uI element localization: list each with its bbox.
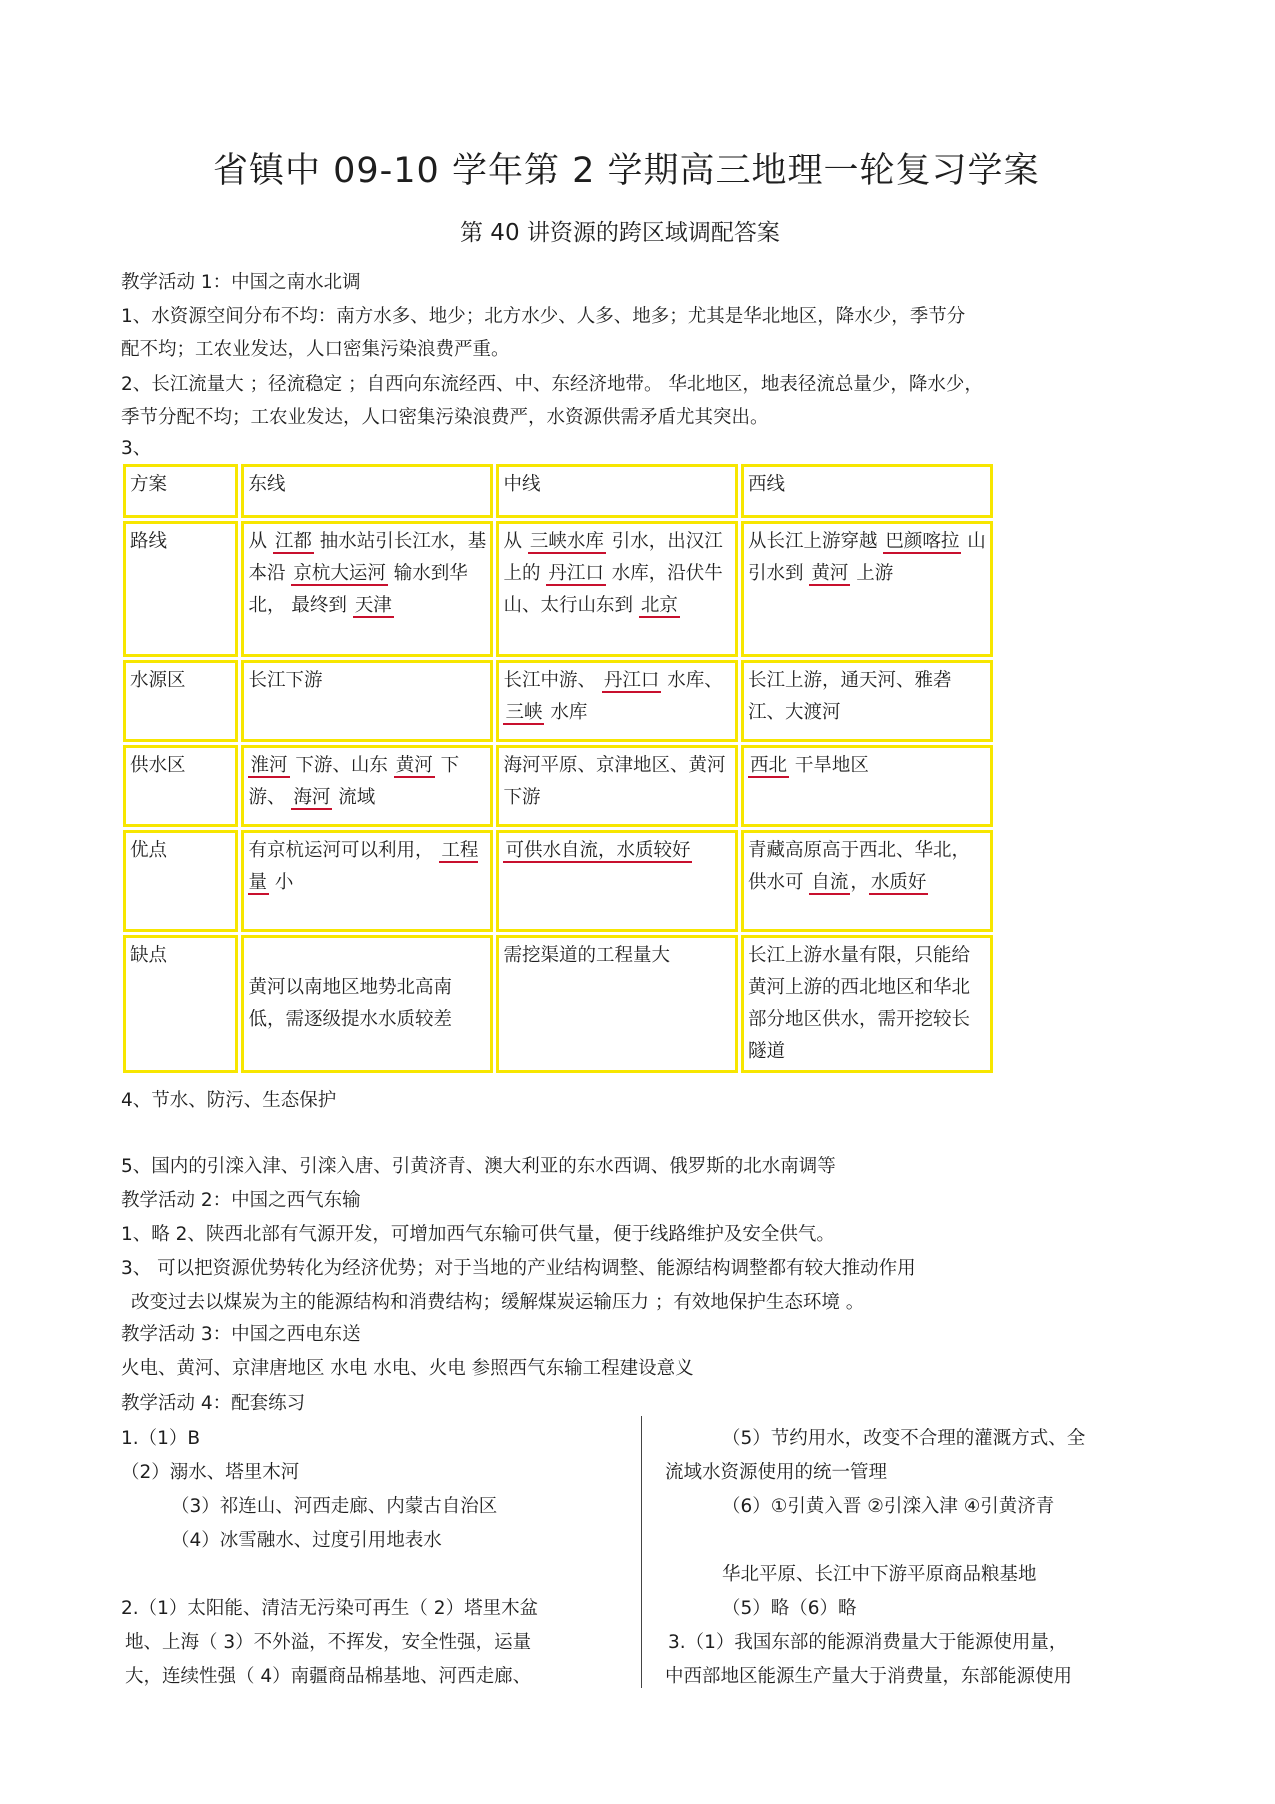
- answer-underline: 天津: [354, 595, 392, 616]
- activity1-p2b: 季节分配不均；工农业发达，人口密集污染浪费严，水资源供需矛盾尤其突出。: [121, 407, 769, 428]
- activity1-p2a: 2、长江流量大 ；径流稳定 ；自西向东流经西、中、东经济地带。 华北地区，地表径流总量少，降水少，: [121, 374, 983, 395]
- left-answer-line: 大，连续性强（ 4）南疆商品棉基地、河西走廊、: [125, 1666, 532, 1687]
- answer-underline: 江都: [274, 531, 312, 552]
- answer-underline: 三峡水库: [529, 531, 604, 552]
- item-4: 4、节水、防污、生态保护: [121, 1090, 337, 1111]
- activity4-heading: 教学活动 4：配套练习: [121, 1393, 306, 1414]
- source-west-cell: 长江上游，通天河、雅砻江、大渡河: [741, 660, 993, 742]
- activity2-heading: 教学活动 2：中国之西气东输: [121, 1190, 361, 1211]
- header-cell: 方案: [123, 464, 238, 518]
- answer-underline: 自流: [811, 872, 849, 893]
- table-header-row: [123, 464, 993, 518]
- table-row-pros: [123, 830, 993, 932]
- row-label: 水源区: [123, 660, 238, 742]
- pros-east-cell: 有京杭运河可以利用， 工程量 小: [241, 830, 493, 932]
- cons-middle-cell: 需挖渠道的工程量大: [496, 935, 737, 1073]
- right-answer-line: 中西部地区能源生产量大于消费量，东部能源使用: [665, 1666, 1073, 1687]
- route-east-cell: 从 江都 抽水站引长江水，基本沿 京杭大运河 输水到华北， 最终到 天津: [241, 521, 493, 657]
- answer-underline: 丹江口: [548, 563, 604, 584]
- supply-middle-cell: 海河平原、京津地区、黄河下游: [496, 745, 737, 827]
- activity2-p1: 1、略 2、陕西北部有气源开发，可增加西气东输可供气量，便于线路维护及安全供气。: [121, 1224, 835, 1245]
- right-answer-line: 3.（1）我国东部的能源消费量大于能源使用量，: [668, 1632, 1068, 1653]
- answer-underline: 黄河: [395, 755, 433, 776]
- answer-underline: 可供水自流，水质较好: [505, 840, 691, 861]
- route-middle-cell: 从 三峡水库 引水，出汉江上的 丹江口 水库，沿伏牛山、太行山东到 北京: [496, 521, 737, 657]
- right-answer-line: 华北平原、长江中下游平原商品粮基地: [722, 1564, 1037, 1585]
- left-answer-line: （3）祁连山、河西走廊、内蒙古自治区: [171, 1496, 498, 1517]
- answer-underline: 北京: [640, 595, 678, 616]
- column-divider: [641, 1416, 642, 1688]
- page-subtitle: 第 40 讲资源的跨区域调配答案: [460, 220, 780, 246]
- water-transfer-table: [120, 461, 996, 1076]
- item-5: 5、国内的引滦入津、引滦入唐、引黄济青、澳大利亚的东水西调、俄罗斯的北水南调等: [121, 1156, 836, 1177]
- left-answer-line: 1.（1）B: [121, 1428, 201, 1449]
- left-answer-line: （2）溺水、塔里木河: [121, 1462, 300, 1483]
- row-label: 优点: [123, 830, 238, 932]
- source-middle-cell: 长江中游、 丹江口 水库、三峡 水库: [496, 660, 737, 742]
- row-label: 缺点: [123, 935, 238, 1073]
- table-row-cons: [123, 935, 993, 1073]
- table-row-supply: [123, 745, 993, 827]
- activity1-p1a: 1、水资源空间分布不均：南方水多、地少；北方水少、人多、地多；尤其是华北地区，降水少，季节分: [121, 306, 966, 327]
- pros-middle-cell: [496, 830, 737, 932]
- activity3-line: 火电、黄河、京津唐地区 水电 水电、火电 参照西气东输工程建设意义: [121, 1358, 694, 1379]
- activity2-p3a: 3、 可以把资源优势转化为经济优势；对于当地的产业结构调整、能源结构调整都有较大推动作用: [121, 1258, 916, 1279]
- activity1-heading: 教学活动 1：中国之南水北调: [121, 272, 361, 293]
- header-cell: 中线: [496, 464, 737, 518]
- pros-west-cell: 青藏高原高于西北、华北，供水可 自流 ， 水质好: [741, 830, 993, 932]
- header-cell: 西线: [741, 464, 993, 518]
- right-answer-line: （5）略（6）略: [722, 1598, 857, 1619]
- answer-underline: 水质好: [870, 872, 927, 893]
- activity3-heading: 教学活动 3：中国之西电东送: [121, 1324, 361, 1345]
- header-cell: 东线: [241, 464, 493, 518]
- cons-west-cell: 长江上游水量有限，只能给黄河上游的西北地区和华北部分地区供水，需开挖较长隧道: [741, 935, 993, 1073]
- answer-underline: 三峡: [505, 702, 543, 723]
- answer-underline: 巴颜喀拉: [885, 531, 960, 552]
- left-answer-line: 2.（1）太阳能、清洁无污染可再生（ 2）塔里木盆: [121, 1598, 539, 1619]
- left-answer-line: 地、上海（ 3）不外溢，不挥发，安全性强，运量: [125, 1632, 532, 1653]
- source-east-cell: 长江下游: [241, 660, 493, 742]
- activity1-p3: 3、: [121, 438, 152, 459]
- supply-east-cell: 淮河 下游、山东 黄河 下游、 海河 流域: [241, 745, 493, 827]
- row-label: 供水区: [123, 745, 238, 827]
- answer-underline: 西北: [749, 755, 787, 776]
- supply-west-cell: 西北 干旱地区: [741, 745, 993, 827]
- answer-underline: 工程量: [248, 840, 479, 893]
- route-west-cell: 从长江上游穿越 巴颜喀拉 山引水到 黄河 上游: [741, 521, 993, 657]
- row-label: 路线: [123, 521, 238, 657]
- answer-underline: 海河: [293, 787, 331, 808]
- right-answer-line: （5）节约用水，改变不合理的灌溉方式、全: [722, 1428, 1086, 1449]
- answer-underline: 丹江口: [603, 670, 660, 691]
- answer-underline: 淮河: [250, 755, 288, 776]
- page-title: 省镇中 09-10 学年第 2 学期高三地理一轮复习学案: [213, 151, 1040, 191]
- right-answer-line: 流域水资源使用的统一管理: [665, 1462, 888, 1483]
- left-answer-line: （4）冰雪融水、过度引用地表水: [171, 1530, 442, 1551]
- activity2-p3b: 改变过去以煤炭为主的能源结构和消费结构；缓解煤炭运输压力 ；有效地保护生态环境 。: [131, 1292, 865, 1313]
- answer-underline: 京杭大运河: [293, 563, 386, 584]
- activity1-p1b: 配不均；工农业发达，人口密集污染浪费严重。: [121, 339, 510, 360]
- right-answer-line: （6）①引黄入晋 ②引滦入津 ④引黄济青: [722, 1496, 1055, 1517]
- cons-east-cell: 黄河以南地区地势北高南低，需逐级提水水质较差: [241, 935, 493, 1073]
- answer-underline: 黄河: [811, 563, 849, 584]
- table-row-source: [123, 660, 993, 742]
- table-row-route: [123, 521, 993, 657]
